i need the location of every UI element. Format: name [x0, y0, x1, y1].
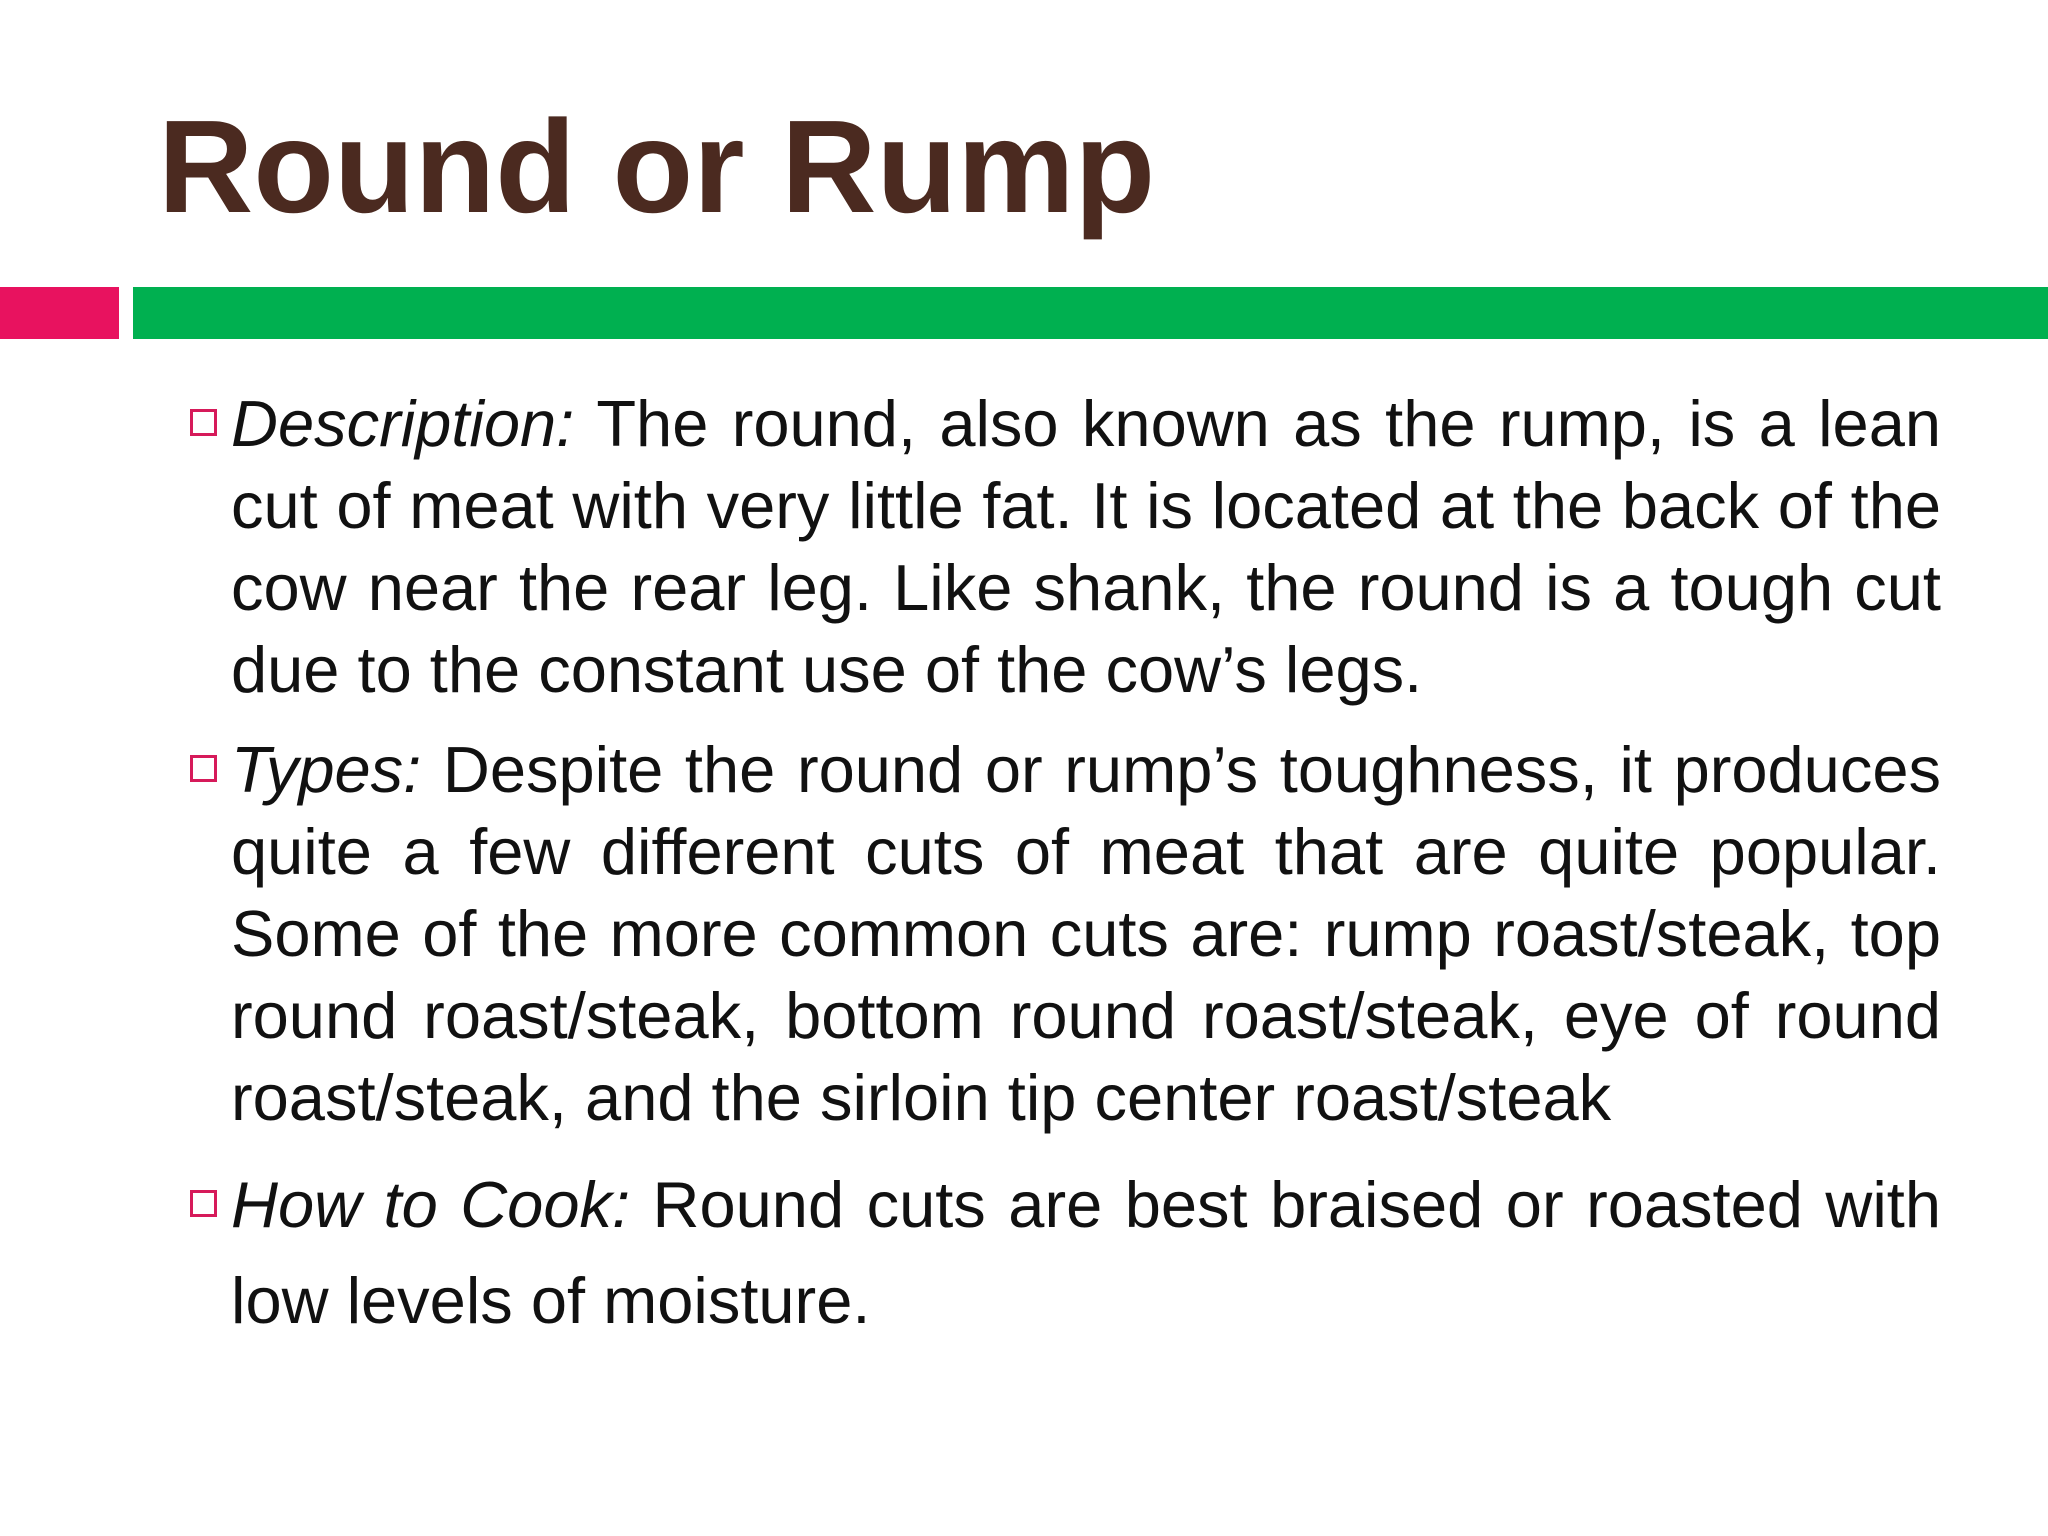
hollow-square-bullet-icon — [190, 755, 217, 782]
bullet-term: Types: — [231, 733, 422, 806]
bullet-term: Description: — [231, 387, 575, 460]
hollow-square-bullet-icon — [190, 1190, 217, 1217]
slide-title: Round or Rump — [158, 93, 1156, 240]
bullet-text: Round cuts are best braised or roasted with low levels of moisture. — [231, 1168, 1941, 1337]
bullet-how-to-cook — [190, 1157, 1941, 1349]
bullet-term: How to Cook: — [231, 1168, 631, 1241]
accent-bar-pink — [0, 287, 119, 339]
bullet-description — [190, 383, 1941, 711]
bullet-list — [190, 383, 1941, 1367]
accent-bar-green — [133, 287, 2048, 339]
bullet-text: The round, also known as the rump, is a lean cut of meat with very little fat. It is located at the back of the cow near the rear leg. Like shank, the round is a tough cut due to the constant use of the cow’s legs. — [231, 387, 1941, 706]
hollow-square-bullet-icon — [190, 409, 217, 436]
bullet-types — [190, 729, 1941, 1139]
bullet-text: Despite the round or rump’s toughness, it produces quite a few different cuts of meat that are quite popular. Some of the more common cuts are: rump roast/steak, top round roast/steak, bottom round roast/steak, eye of round roast/steak, and the sirloin tip center roast/steak — [231, 733, 1941, 1134]
